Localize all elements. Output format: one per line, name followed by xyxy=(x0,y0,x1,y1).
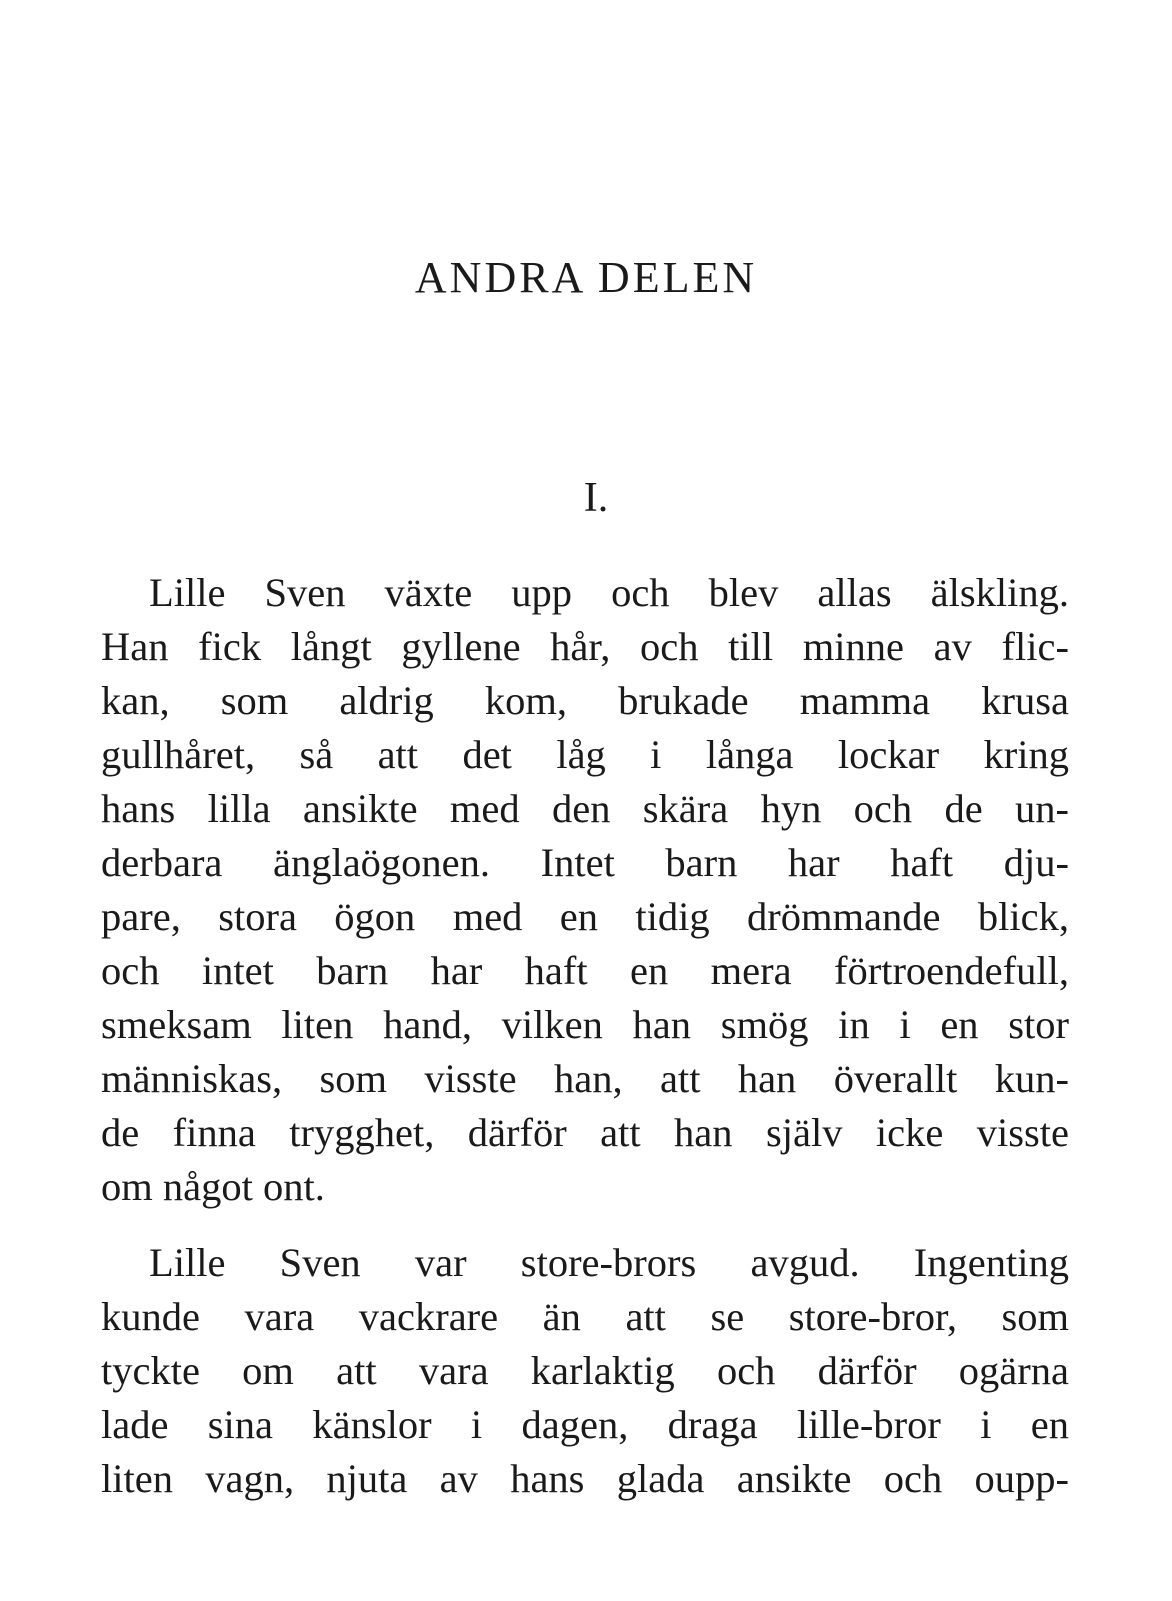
text-line: gullhåret, så att det låg i långa lockar kring xyxy=(101,732,1069,777)
text-line: lade sina känslor i dagen, draga lille-bror i en xyxy=(101,1402,1069,1447)
part-title: ANDRA DELEN xyxy=(414,253,758,302)
text-line: Han fick långt gyllene hår, och till minne av flic- xyxy=(101,624,1069,669)
text-line: tyckte om att vara karlaktig och därför ogärna xyxy=(101,1348,1069,1393)
paragraph-2 xyxy=(101,1236,1069,1506)
paragraph-1 xyxy=(101,566,1069,1214)
chapter-number: I. xyxy=(583,475,609,521)
text-line: Lille Sven var store-brors avgud. Ingenting xyxy=(149,1240,1069,1285)
text-line: hans lilla ansikte med den skära hyn och de un- xyxy=(101,786,1069,831)
text-line: liten vagn, njuta av hans glada ansikte och oupp- xyxy=(101,1456,1069,1501)
text-line: derbara änglaögonen. Intet barn har haft dju- xyxy=(101,840,1069,885)
text-line: pare, stora ögon med en tidig drömmande blick, xyxy=(101,894,1069,939)
text-line: Lille Sven växte upp och blev allas älskling. xyxy=(149,570,1069,615)
body-text xyxy=(101,566,1069,1506)
paragraph-spacer xyxy=(101,1214,1069,1236)
text-line: smeksam liten hand, vilken han smög in i en stor xyxy=(101,1002,1069,1047)
text-line: människas, som visste han, att han överallt kun- xyxy=(101,1056,1069,1101)
text-line: och intet barn har haft en mera förtroendefull, xyxy=(101,948,1069,993)
text-line: de finna trygghet, därför att han själv icke visste xyxy=(101,1110,1069,1155)
text-line: kan, som aldrig kom, brukade mamma krusa xyxy=(101,678,1069,723)
text-line: kunde vara vackrare än att se store-bror, som xyxy=(101,1294,1069,1339)
text-line: om något ont. xyxy=(101,1164,325,1209)
